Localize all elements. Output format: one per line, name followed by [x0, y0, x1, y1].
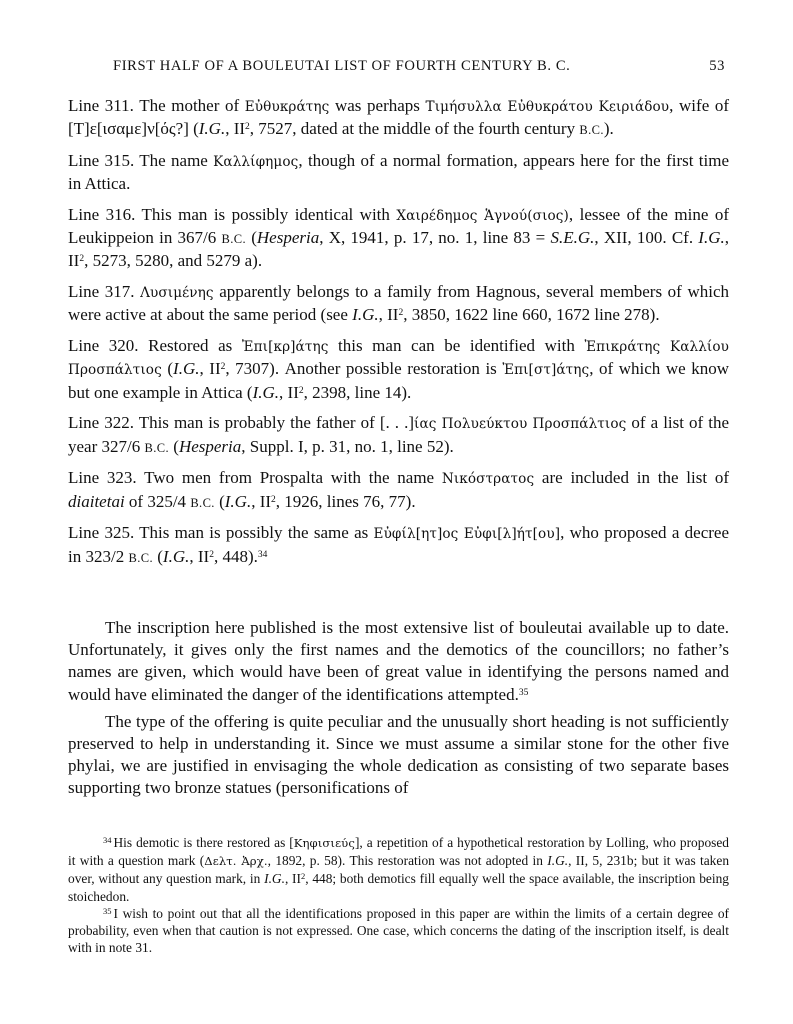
text-run: , II — [68, 228, 729, 271]
text-run: , Suppl. I, p. 31, no. 1, line 52). — [241, 436, 454, 456]
greek-text: Ἐπι[κρ]άτης — [241, 339, 329, 356]
text-run: The inscription here published is the most extensive list of bouleutai available up to date. Unfortunately, it gives only the first names and the demotics of the councillors; no father’s names are given, which would have been of great value in identifying the persons named and would have eliminated the danger of the identifications attempted. — [68, 618, 729, 704]
text-run: , II — [199, 359, 221, 379]
superscript: 2 — [209, 549, 214, 560]
text-run: , of which we know but one example in Attica ( — [68, 359, 729, 402]
text-run: Line 311. The mother of — [68, 96, 245, 115]
commentary-line-316 — [68, 204, 729, 273]
commentary-line-315 — [68, 150, 729, 195]
greek-text: Χαιρέδημος Ἁγνού(σιος) — [396, 208, 569, 224]
text-run: , 448; both demotics fill equally well the space available, the inscription being stoichedon. — [68, 871, 729, 904]
italic-citation: I.G. — [547, 853, 569, 869]
commentary-line-325 — [68, 522, 729, 568]
superscript: 2 — [398, 308, 404, 319]
text-run: Line 320. Restored as — [68, 336, 242, 356]
text-run: Line 316. This man is possibly identical with — [68, 205, 397, 224]
italic-citation: Hesperia — [256, 228, 320, 248]
italic-citation: Hesperia — [178, 436, 242, 456]
running-title: FIRST HALF OF A BOULEUTAI LIST OF FOURTH CENTURY B. C. — [113, 58, 571, 74]
text-run: I wish to point out that all the identifications proposed in this paper are within the limits of a certain degree of probability, even when that caution is not expressed. One case, which concerns the dating of the inscription itself, is dealt with in note 31. — [68, 905, 729, 956]
text-run: Line 315. The name — [68, 151, 214, 170]
text-run: His demotic is there restored as [ — [113, 835, 294, 850]
italic-citation: S.E.G. — [550, 228, 595, 248]
superscript: 2 — [245, 122, 250, 133]
greek-text: Δελτ. Ἀρχ. — [204, 854, 268, 869]
text-run: , II — [279, 382, 299, 402]
commentary-line-320 — [68, 335, 729, 404]
commentary-line-317 — [68, 281, 729, 326]
small-caps-era: B.C. — [579, 123, 604, 138]
text-run: Line 323. Two men from Prospalta with the name — [68, 468, 442, 488]
text-run: , II — [189, 546, 210, 566]
italic-citation: I.G. — [162, 546, 190, 566]
greek-text: Κηφισιεύς — [293, 836, 355, 850]
text-run: , II — [284, 871, 301, 887]
text-run: , though of a normal formation, appears here for the first time in Attica. — [68, 151, 729, 194]
text-run: of a list of the year 327/6 — [68, 413, 730, 456]
text-run: ], a repetition of a hypothetical restoration by Lolling, who proposed it with a question mark ( — [68, 835, 729, 869]
text-run: ( — [169, 436, 179, 456]
superscript: 35 — [518, 687, 529, 698]
line-commentary — [68, 95, 729, 577]
text-run: ( — [152, 546, 163, 566]
text-run: , 7527, dated at the middle of the fourth century — [249, 119, 580, 139]
text-run: Line 317. — [68, 282, 141, 302]
greek-text: ίας Πολυεύκτου Προσπάλτιος — [414, 416, 627, 433]
footnotes — [68, 834, 729, 956]
text-run: , 1926, lines 76, 77). — [275, 491, 416, 511]
text-run: , XII, 100. Cf. — [594, 228, 699, 248]
small-caps-era: B.C. — [144, 440, 170, 455]
footnote-number: 34 — [103, 835, 112, 845]
text-run: ). — [603, 119, 614, 139]
italic-citation: I.G. — [352, 305, 379, 325]
greek-text: Εὐθυκράτης — [244, 99, 330, 115]
text-run: , 1892, p. 58). This restoration was not adopted in — [267, 853, 548, 869]
text-run: , 7307). Another possible restoration is — [225, 359, 503, 379]
text-run: , 2398, line 14). — [303, 382, 412, 402]
italic-citation: I.G. — [173, 359, 200, 379]
text-run: , II — [251, 491, 272, 511]
greek-text: Νικόστρατος — [441, 471, 535, 488]
text-run: ( — [214, 491, 225, 511]
italic-citation: diaitetai — [68, 491, 125, 511]
superscript: 2 — [271, 494, 276, 505]
footnote-35 — [68, 905, 729, 957]
greek-text: Τιμήσυλλα Εὐθυκράτου Κειριάδου — [425, 99, 670, 115]
text-run: ( — [246, 228, 257, 248]
commentary-line-323 — [68, 467, 729, 513]
text-run: was perhaps — [329, 96, 426, 115]
superscript: 2 — [298, 385, 304, 396]
small-caps-era: B.C. — [128, 550, 153, 565]
text-run: , II, 5, 231b; but it was taken over, without any question mark, in — [68, 853, 730, 887]
text-run: Line 325. This man is possibly the same as — [68, 523, 374, 543]
text-run: apparently belongs to a family from Hagnous, several members of which were active at about the same period (see — [68, 282, 729, 325]
text-run: , 448). — [213, 546, 258, 566]
text-run: , lessee of the mine of Leukippeion in 367/6 — [68, 205, 730, 248]
italic-citation: I.G. — [698, 228, 725, 248]
text-run: , X, 1941, p. 17, no. 1, line 83 = — [319, 228, 551, 248]
superscript: 2 — [79, 254, 85, 265]
italic-citation: I.G. — [224, 491, 252, 511]
text-run: The type of the offering is quite peculiar and the unusually short heading is not sufficiently preserved to help in understanding it. Since we must assume a similar stone for the other five phylai, we are justified in envisaging the whole dedication as consisting of two separate bases supporting two bronze statues (personifications of — [68, 711, 729, 798]
text-run: , wife of [Τ]ε[ισαμε]ν[ός?] ( — [68, 96, 730, 139]
body-text — [68, 617, 729, 805]
text-run: of 325/4 — [124, 491, 191, 511]
text-run: Line 322. This man is probably the father of [. . .] — [68, 413, 415, 433]
superscript: 2 — [300, 871, 306, 882]
greek-text: Ἐπικράτης Καλλίου Προσπάλτιος — [68, 339, 729, 379]
italic-citation: I.G. — [198, 119, 226, 139]
text-run: , who proposed a decree in 323/2 — [68, 523, 729, 566]
text-run: ( — [161, 359, 174, 379]
greek-text: Ἐπι[στ]άτης — [502, 362, 590, 379]
footnote-number: 35 — [103, 905, 112, 916]
footnote-34 — [68, 834, 729, 905]
text-run: , 5273, 5280, and 5279 a). — [84, 251, 263, 271]
greek-text: Εὐφίλ[ητ]ος Εὐφι[λ]ήτ[ου] — [373, 526, 561, 543]
body-paragraph — [68, 711, 729, 800]
text-run: this man can be identified with — [328, 336, 585, 356]
greek-text: Καλλίφημος — [213, 154, 299, 170]
body-paragraph — [68, 617, 729, 706]
superscript: 2 — [220, 362, 226, 373]
commentary-line-311 — [68, 95, 729, 141]
superscript: 34 — [257, 549, 268, 560]
greek-text: Λυσιμένης — [140, 285, 214, 302]
text-run: , II — [225, 119, 246, 139]
text-run: , II — [378, 305, 399, 325]
text-run: are included in the list of — [534, 468, 729, 488]
commentary-line-322 — [68, 412, 729, 458]
italic-citation: I.G. — [252, 382, 280, 402]
italic-citation: I.G. — [264, 871, 285, 887]
small-caps-era: B.C. — [190, 495, 215, 510]
small-caps-era: B.C. — [221, 232, 247, 247]
text-run: , 3850, 1622 line 660, 1672 line 278). — [403, 305, 660, 325]
page-number: 53 — [709, 58, 725, 74]
